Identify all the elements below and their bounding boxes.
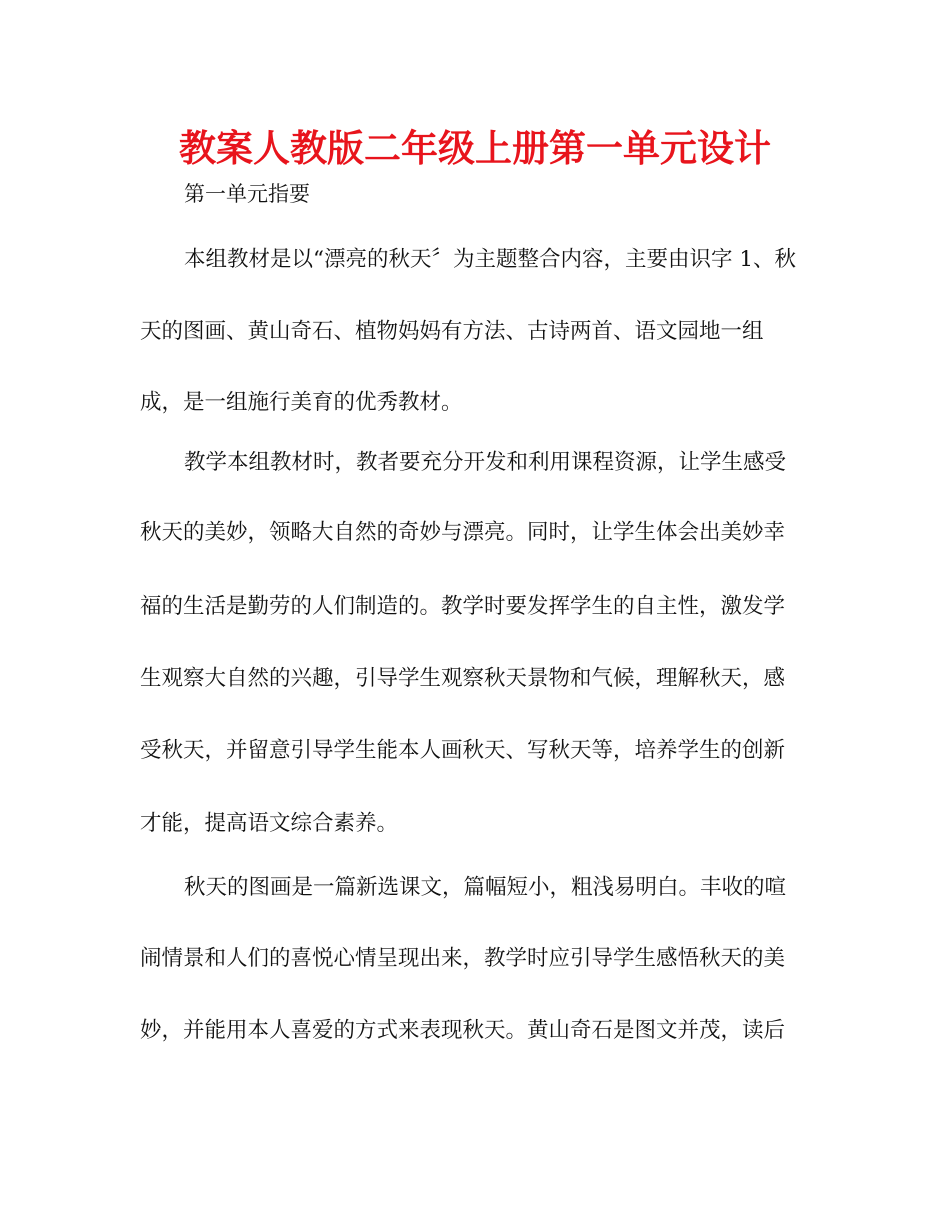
paragraph-2-line-6: 才能，提高语文综合素养。 — [140, 811, 399, 836]
paragraph-2-line-1: 教学本组教材时，教者要充分开发和利用课程资源，让学生感受 — [184, 450, 787, 475]
paragraph-2-line-3: 福的生活是勤劳的人们制造的。教学时要发挥学生的自主性，激发学 — [140, 594, 786, 619]
paragraph-3-line-1: 秋天的图画是一篇新选课文，篇幅短小，粗浅易明白。丰收的喧 — [184, 875, 787, 900]
section-heading: 第一单元指要 — [184, 182, 310, 206]
paragraph-3-line-3: 妙，并能用本人喜爱的方式来表现秋天。黄山奇石是图文并茂，读后 — [140, 1018, 786, 1043]
paragraph-2-line-5: 受秋天，并留意引导学生能本人画秋天、写秋天等，培养学生的创新 — [140, 738, 786, 763]
paragraph-1-line-2: 天的图画、黄山奇石、植物妈妈有方法、古诗两首、语文园地一组 — [140, 319, 764, 344]
paragraph-1-line-3: 成，是一组施行美育的优秀教材。 — [140, 390, 463, 415]
paragraph-3-line-2: 闹情景和人们的喜悦心情呈现出来，教学时应引导学生感悟秋天的美 — [140, 946, 786, 971]
paragraph-1-line-1: 本组教材是以“漂亮的秋天〞为主题整合内容，主要由识字 1、秋 — [184, 247, 797, 272]
paragraph-2-line-2: 秋天的美妙，领略大自然的奇妙与漂亮。同时，让学生体会出美妙幸 — [140, 520, 786, 545]
document-title: 教案人教版二年级上册第一单元设计 — [179, 127, 771, 170]
paragraph-2-line-4: 生观察大自然的兴趣，引导学生观察秋天景物和气候，理解秋天，感 — [140, 666, 786, 691]
